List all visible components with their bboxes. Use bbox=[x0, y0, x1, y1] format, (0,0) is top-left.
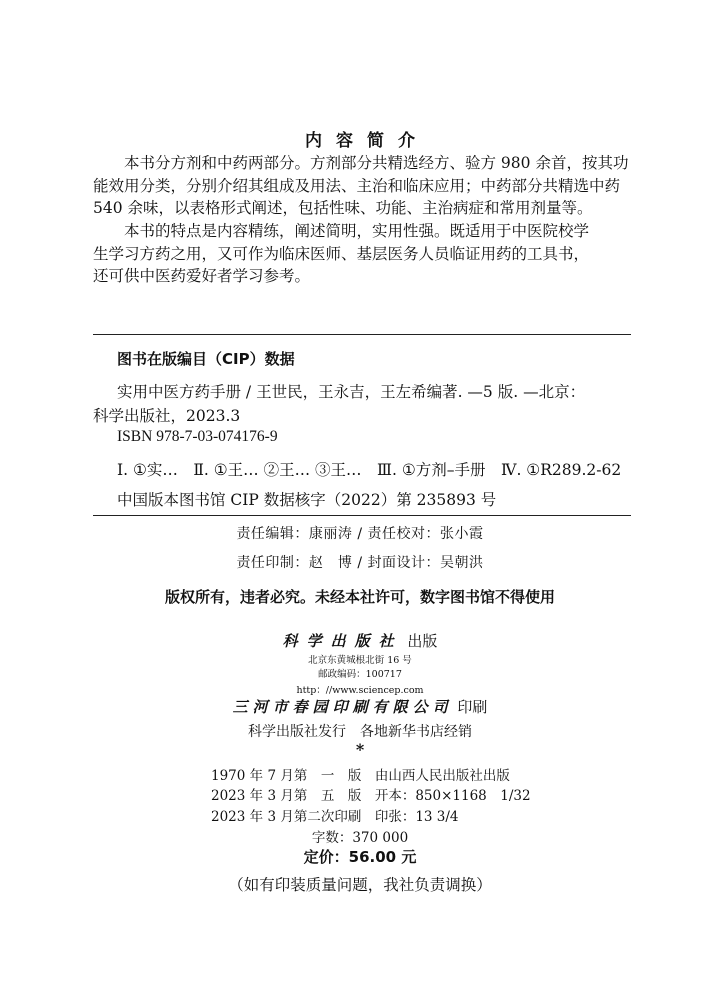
printer-name-logotype: 三河市春园印刷有限公司 bbox=[232, 698, 453, 716]
intro-title: 内容简介 bbox=[305, 131, 429, 151]
intro-p1-line-1: 本书分方剂和中药两部分。方剂部分共精选经方、验方 980 余首，按其功 bbox=[124, 154, 629, 172]
edition-line-2: 2023 年 3 月第 五 版 开本：850×1168 1/32 bbox=[211, 788, 531, 804]
publisher-suffix: 出版 bbox=[407, 632, 438, 650]
edition-line-3: 2023 年 3 月第二次印刷 印张：13 3/4 bbox=[211, 809, 459, 825]
edition-line-1: 1970 年 7 月第 一 版 由山西人民出版社出版 bbox=[211, 768, 510, 784]
price: 定价：56.00 元 bbox=[303, 848, 417, 866]
separator-star: * bbox=[355, 740, 365, 759]
printer-line bbox=[0, 696, 720, 717]
copyright-notice: 版权所有，违者必究。未经本社许可，数字图书馆不得使用 bbox=[164, 588, 555, 606]
publisher-url: http：//www.sciencep.com bbox=[296, 685, 424, 696]
publisher-address: 北京东黄城根北街 16 号 bbox=[308, 655, 412, 666]
cip-check-number: 中国版本图书馆 CIP 数据核字（2022）第 235893 号 bbox=[117, 491, 497, 509]
publisher-name-logotype: 科学出版社 bbox=[282, 632, 403, 650]
intro-p1-line-3: 540 余味，以表格形式阐述，包括性味、功能、主治病症和常用剂量等。 bbox=[93, 199, 593, 217]
intro-p2-line-2: 生学习方药之用，又可作为临床医师、基层医务人员临证用药的工具书， bbox=[93, 244, 590, 263]
cip-line-1: 实用中医方药手册 / 王世民，王永吉，王左希编著. —5 版. —北京： bbox=[117, 383, 586, 401]
intro-p1-line-2: 能效用分类，分别介绍其组成及用法、主治和临床应用；中药部分共精选中药 bbox=[93, 176, 621, 195]
staff-line-2: 责任印制：赵 博 / 封面设计：吴朝洪 bbox=[236, 555, 484, 571]
publisher-line bbox=[0, 630, 720, 651]
divider-top bbox=[93, 334, 631, 335]
staff-line-1: 责任编辑：康丽涛 / 责任校对：张小霞 bbox=[236, 526, 484, 542]
intro-p2-line-1: 本书的特点是内容精练，阐述简明，实用性强。既适用于中医院校学 bbox=[124, 222, 590, 240]
intro-paragraph-1 bbox=[93, 152, 631, 220]
word-count: 字数：370 000 bbox=[311, 830, 409, 846]
cip-isbn: ISBN 978-7-03-074176-9 bbox=[117, 428, 278, 445]
divider-bottom bbox=[93, 515, 631, 516]
cip-line-2: 科学出版社，2023.3 bbox=[93, 407, 241, 425]
distribution-line: 科学出版社发行 各地新华书店经销 bbox=[248, 724, 472, 740]
quality-notice: （如有印装质量问题，我社负责调换） bbox=[228, 876, 492, 894]
publisher-postcode: 邮政编码：100717 bbox=[318, 669, 402, 680]
printer-suffix: 印刷 bbox=[457, 698, 488, 716]
intro-p2-line-3: 还可供中医药爱好者学习参考。 bbox=[93, 267, 311, 285]
cip-title: 图书在版编目（CIP）数据 bbox=[117, 350, 295, 368]
cip-classification: Ⅰ. ①实… Ⅱ. ①王… ②王… ③王… Ⅲ. ①方剂–手册 Ⅳ. ①R289.2-62 bbox=[117, 461, 622, 479]
intro-paragraph-2 bbox=[93, 220, 631, 288]
